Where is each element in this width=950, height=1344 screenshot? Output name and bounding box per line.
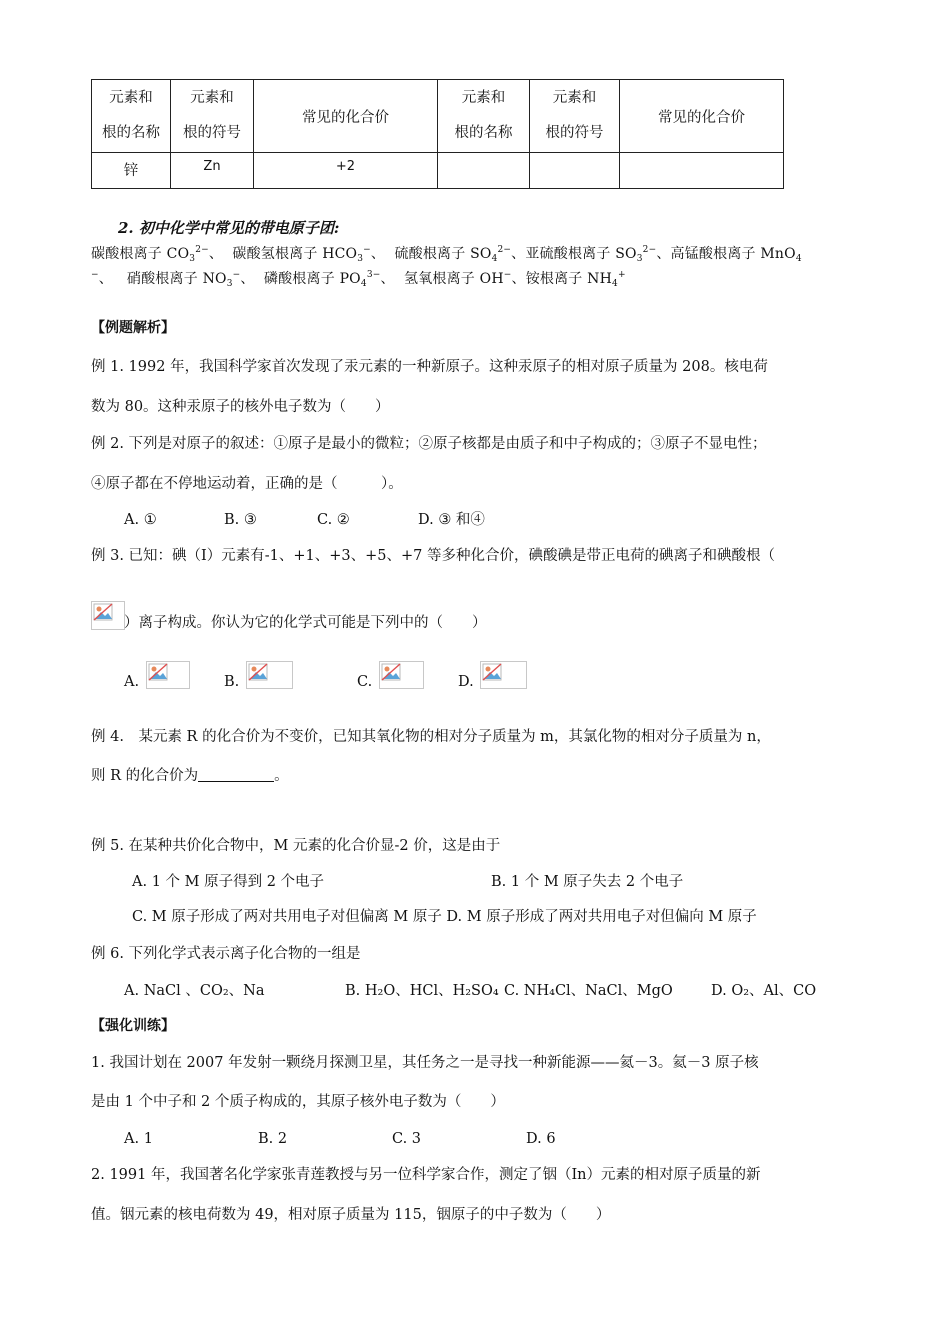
header-element-symbol: 元素和 根的符号 xyxy=(171,80,254,153)
table-row xyxy=(92,153,784,189)
ion-item: 硫酸根离子 $SO_4^{2-}$、 xyxy=(394,245,526,264)
cell-name: 锌 xyxy=(92,153,171,189)
header-valence-2: 常见的化合价 xyxy=(620,80,784,153)
training-1-option-a: A. 1 xyxy=(124,1131,153,1147)
example-3-option-a: A. xyxy=(124,674,140,690)
option-a-image-icon xyxy=(146,661,190,689)
header-valence: 常见的化合价 xyxy=(254,80,438,153)
example-2-option-a: A. ① xyxy=(124,512,157,528)
example-2-option-c: C. ② xyxy=(317,512,350,528)
training-1-option-d: D. 6 xyxy=(526,1131,556,1147)
example-6-stem: 例 6. 下列化学式表示离子化合物的一组是 xyxy=(91,946,361,962)
ion-item: 碳酸根离子 $CO_3^{2-}$、 xyxy=(91,245,224,264)
example-2-line-1: 例 2. 下列是对原子的叙述：①原子是最小的微粒；②原子核都是由质子和中子构成的；③原子不显电性； xyxy=(91,436,767,452)
example-3-option-d: D. xyxy=(458,674,474,690)
training-1-line-2: 是由 1 个中子和 2 个质子构成的，其原子核外电子数为（ ） xyxy=(91,1094,505,1110)
training-2-line-2: 值。铟元素的核电荷数为 49，相对原子质量为 115，铟原子的中子数为（ ） xyxy=(91,1207,611,1223)
valence-table xyxy=(91,79,784,189)
example-6-option-b: B. H₂O、HCl、H₂SO₄ xyxy=(345,983,499,999)
cell-empty xyxy=(438,153,530,189)
header-element-symbol-2: 元素和 根的符号 xyxy=(530,80,620,153)
example-5-option-a: A. 1 个 M 原子得到 2 个电子 xyxy=(132,874,325,890)
cell-empty xyxy=(620,153,784,189)
training-heading: 【强化训练】 xyxy=(91,1018,175,1034)
example-2-line-2: ④原子都在不停地运动着，正确的是（ ）。 xyxy=(91,476,403,492)
training-1-option-c: C. 3 xyxy=(392,1131,422,1147)
cell-symbol: Zn xyxy=(171,153,254,189)
training-1-line-1: 1. 我国计划在 2007 年发射一颗绕月探测卫星，其任务之一是寻找一种新能源——氦－3。氦－3 原子核 xyxy=(91,1055,759,1071)
ion-item: 氢氧根离子 OH−、 xyxy=(404,270,526,287)
example-4-line-2: 则 R 的化合价为 。 xyxy=(91,768,289,784)
example-2-option-d: D. ③ 和④ xyxy=(418,512,485,528)
section-title: 2. 初中化学中常见的带电原子团: xyxy=(118,219,340,237)
header-element-name-2: 元素和 根的名称 xyxy=(438,80,530,153)
example-5-stem: 例 5. 在某种共价化合物中，M 元素的化合价显-2 价，这是由于 xyxy=(91,838,501,854)
option-c-image-icon xyxy=(379,661,424,689)
table-header-row xyxy=(92,80,784,153)
example-3-line-1: 例 3. 已知：碘（I）元素有-1、+1、+3、+5、+7 等多种化合价，碘酸碘是带正电荷的碘离子和碘酸根（ xyxy=(91,548,776,564)
ion-item: 铵根离子 $NH_4^+$ xyxy=(525,270,626,289)
ion-item: 磷酸根离子 $PO_4^{3-}$、 xyxy=(263,270,395,289)
example-3-line-2: ）离子构成。你认为它的化学式可能是下列中的（ ） xyxy=(124,615,487,631)
cell-empty xyxy=(530,153,620,189)
ion-item: 亚硫酸根离子 $SO_3^{2-}$、 xyxy=(525,245,671,264)
example-5-options-cd: C. M 原子形成了两对共用电子对但偏离 M 原子 D. M 原子形成了两对共用电子对但偏向 M 原子 xyxy=(132,909,757,925)
examples-heading: 【例题解析】 xyxy=(91,320,175,336)
example-1-line-1: 例 1. 1992 年，我国科学家首次发现了汞元素的一种新原子。这种汞原子的相对原子质量为 208。核电荷 xyxy=(91,359,768,375)
example-3-option-c: C. xyxy=(357,674,373,690)
example-6-option-a: A. NaCl 、CO₂、Na xyxy=(124,983,265,999)
option-d-image-icon xyxy=(480,661,527,689)
example-2-option-b: B. ③ xyxy=(224,512,257,528)
answer-blank[interactable] xyxy=(198,767,274,782)
example-4-line-1: 例 4. 某元素 R 的化合价为不变价，已知其氧化物的相对分子质量为 m，其氯化物的相对分子质量为 n， xyxy=(91,729,771,745)
example-5-option-b: B. 1 个 M 原子失去 2 个电子 xyxy=(491,874,684,890)
ion-list-line-1 xyxy=(91,245,802,263)
training-2-line-1: 2. 1991 年，我国著名化学家张青莲教授与另一位科学家合作，测定了铟（In）元素的相对原子质量的新 xyxy=(91,1167,761,1183)
training-1-option-b: B. 2 xyxy=(258,1131,288,1147)
option-b-image-icon xyxy=(246,661,293,689)
cell-valence: +2 xyxy=(254,153,438,189)
header-element-name: 元素和 根的名称 xyxy=(92,80,171,153)
example-3-option-b: B. xyxy=(224,674,240,690)
ion-list-line-2: −、 硝酸根离子 $NO_3^-$、 磷酸根离子 $PO_4^{3-}$、 氢氧根离子 OH−、铵根离子 $NH_4^+$ xyxy=(91,270,626,289)
example-1-line-2: 数为 80。这种汞原子的核外电子数为（ ） xyxy=(91,399,390,415)
example-6-option-d: D. O₂、Al、CO xyxy=(711,983,817,999)
ion-item: 碳酸氢根离子 $HCO_3^-$、 xyxy=(232,245,386,264)
example-6-option-c: C. NH₄Cl、NaCl、MgO xyxy=(504,983,673,999)
ion-item: 硝酸根离子 $NO_3^-$、 xyxy=(126,270,255,289)
ion-item: 高锰酸根离子 MnO$_4$ xyxy=(670,246,802,264)
broken-image-icon xyxy=(91,601,125,630)
